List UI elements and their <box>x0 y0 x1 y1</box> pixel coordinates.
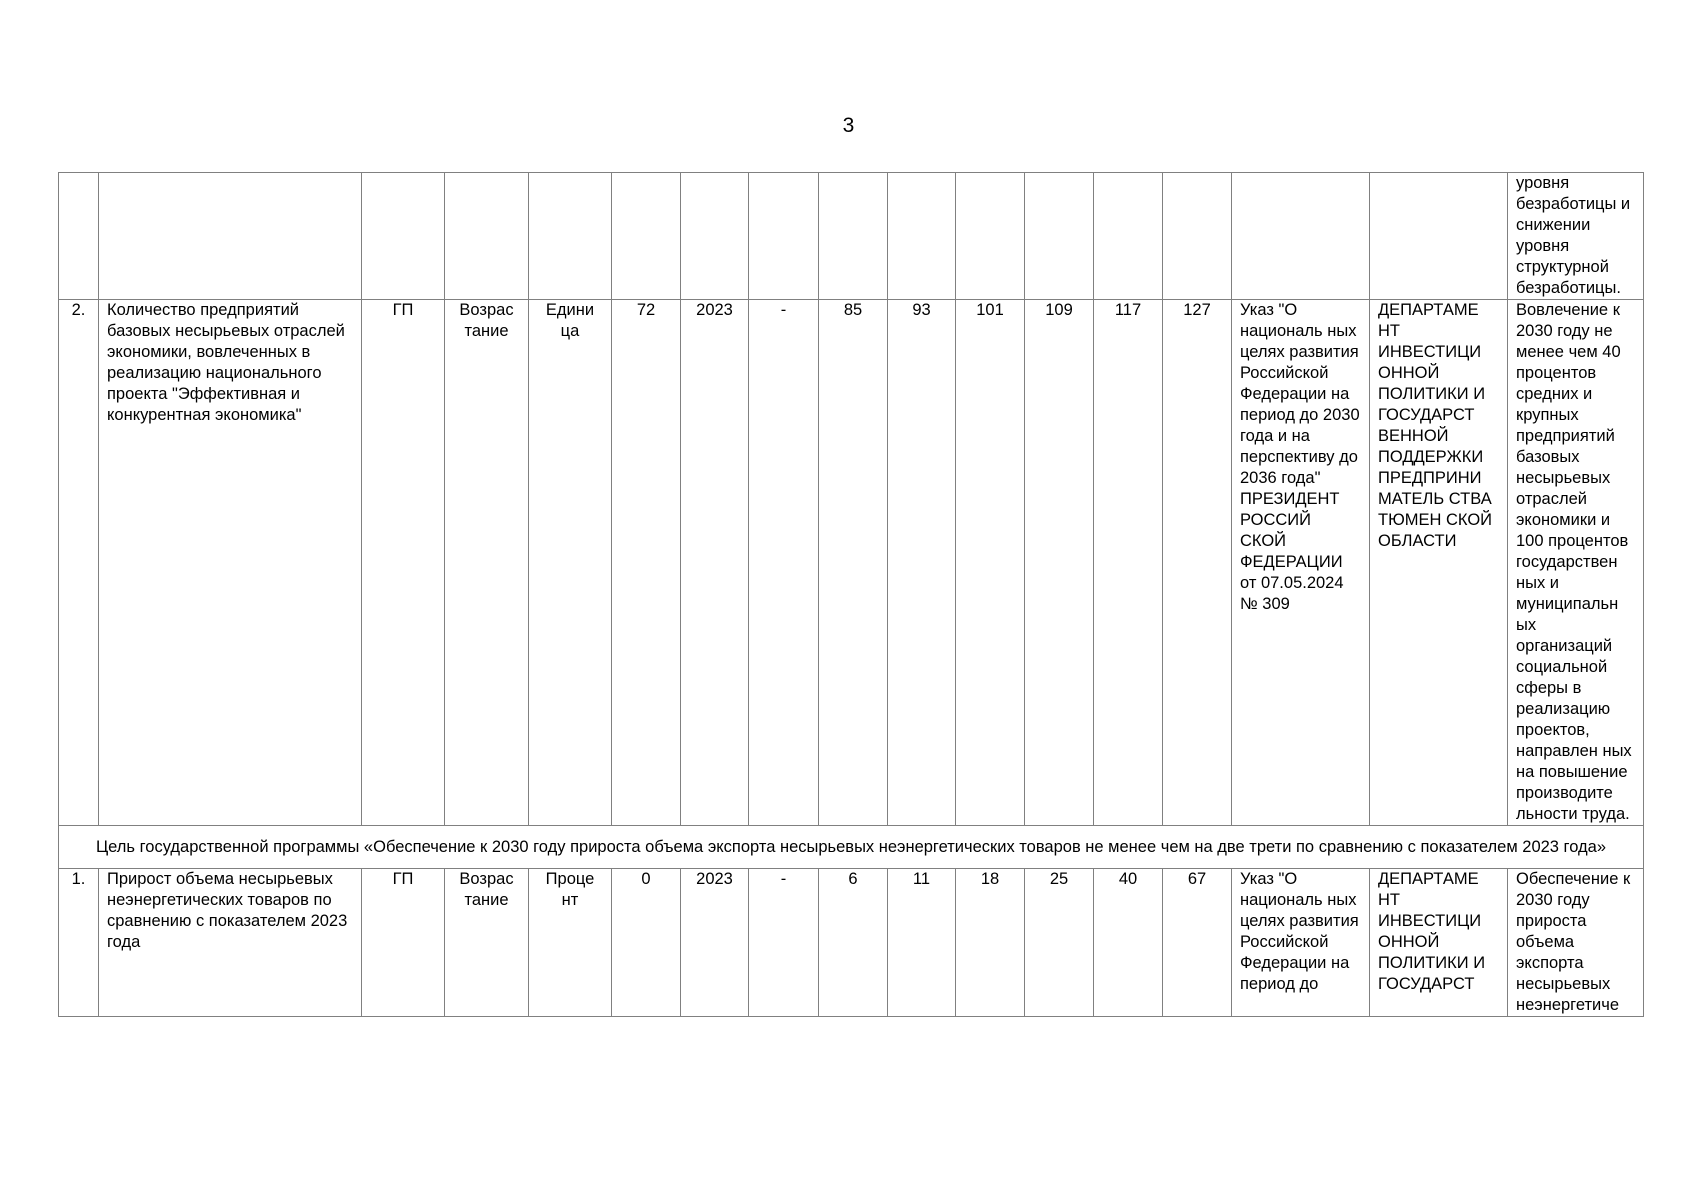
cell-value-3: 101 <box>956 300 1025 826</box>
cell-value-3: 18 <box>956 869 1025 1017</box>
cell-row-number: 1. <box>59 869 99 1017</box>
cell-document: Указ "О националь ных целях развития Российской Федерации на период до <box>1232 869 1370 1017</box>
cell-trend: Возрас тание <box>445 869 529 1017</box>
cell-empty <box>956 173 1025 300</box>
cell-empty <box>1025 173 1094 300</box>
cell-value-4: 25 <box>1025 869 1094 1017</box>
cell-program-goal: Цель государственной программы «Обеспечение к 2030 году прироста объема экспорта несырьевых неэнергетических товаров не менее чем на две трети по сравнению с показателем 2023 года» <box>59 826 1644 869</box>
cell-empty <box>749 173 819 300</box>
cell-document: Указ "О националь ных целях развития Российской Федерации на период до 2030 года и на перспективу до 2036 года" ПРЕЗИДЕНТ РОССИЙ СКОЙ ФЕДЕРАЦИИ от 07.05.2024 № 309 <box>1232 300 1370 826</box>
cell-empty <box>819 173 888 300</box>
table-row-goal <box>59 826 1644 869</box>
cell-dash: - <box>749 300 819 826</box>
cell-base-year: 2023 <box>681 869 749 1017</box>
cell-indicator-name: Прирост объема несырьевых неэнергетических товаров по сравнению с показателем 2023 года <box>99 869 362 1017</box>
cell-value-5: 117 <box>1094 300 1163 826</box>
cell-value-1: 6 <box>819 869 888 1017</box>
cell-base-value: 0 <box>612 869 681 1017</box>
cell-dash: - <box>749 869 819 1017</box>
table-row-continuation <box>59 173 1644 300</box>
cell-value-6: 67 <box>1163 869 1232 1017</box>
cell-empty <box>1163 173 1232 300</box>
table-row-indicator-2 <box>59 300 1644 826</box>
cell-responsible: ДЕПАРТАМЕ НТ ИНВЕСТИЦИ ОННОЙ ПОЛИТИКИ И ГОСУДАРСТ <box>1370 869 1508 1017</box>
cell-base-value: 72 <box>612 300 681 826</box>
cell-empty <box>1094 173 1163 300</box>
cell-trend: Возрас тание <box>445 300 529 826</box>
cell-responsible: ДЕПАРТАМЕ НТ ИНВЕСТИЦИ ОННОЙ ПОЛИТИКИ И ГОСУДАРСТ ВЕННОЙ ПОДДЕРЖКИ ПРЕДПРИНИ МАТЕЛЬ СТВА ТЮМЕН СКОЙ ОБЛАСТИ <box>1370 300 1508 826</box>
cell-unit: Едини ца <box>529 300 612 826</box>
table-row-indicator-1 <box>59 869 1644 1017</box>
cell-level: ГП <box>362 300 445 826</box>
cell-empty <box>99 173 362 300</box>
cell-level: ГП <box>362 869 445 1017</box>
cell-empty <box>681 173 749 300</box>
cell-unit: Проце нт <box>529 869 612 1017</box>
cell-base-year: 2023 <box>681 300 749 826</box>
cell-empty <box>1232 173 1370 300</box>
cell-link-to-national-goal: Вовлечение к 2030 году не менее чем 40 процентов средних и крупных предприятий базовых несырьевых отраслей экономики и 100 процентов государствен ных и муниципальн ых организаций социальной сферы в реализацию проектов, направлен ных на повышение производите льности труда. <box>1508 300 1644 826</box>
cell-value-6: 127 <box>1163 300 1232 826</box>
cell-value-2: 93 <box>888 300 956 826</box>
cell-empty <box>888 173 956 300</box>
cell-value-2: 11 <box>888 869 956 1017</box>
cell-empty <box>1370 173 1508 300</box>
cell-link-to-national-goal: Обеспечение к 2030 году прироста объема экспорта несырьевых неэнергетиче <box>1508 869 1644 1017</box>
cell-empty <box>612 173 681 300</box>
cell-value-4: 109 <box>1025 300 1094 826</box>
page-number: 3 <box>842 114 855 137</box>
cell-empty <box>529 173 612 300</box>
cell-value-1: 85 <box>819 300 888 826</box>
cell-link-to-national-goal: уровня безработицы и снижении уровня структурной безработицы. <box>1508 173 1644 300</box>
cell-row-number: 2. <box>59 300 99 826</box>
cell-empty <box>362 173 445 300</box>
cell-value-5: 40 <box>1094 869 1163 1017</box>
cell-empty <box>59 173 99 300</box>
indicators-table <box>58 172 1644 1017</box>
cell-empty <box>445 173 529 300</box>
cell-indicator-name: Количество предприятий базовых несырьевых отраслей экономики, вовлеченных в реализацию национального проекта "Эффективная и конкурентная экономика" <box>99 300 362 826</box>
